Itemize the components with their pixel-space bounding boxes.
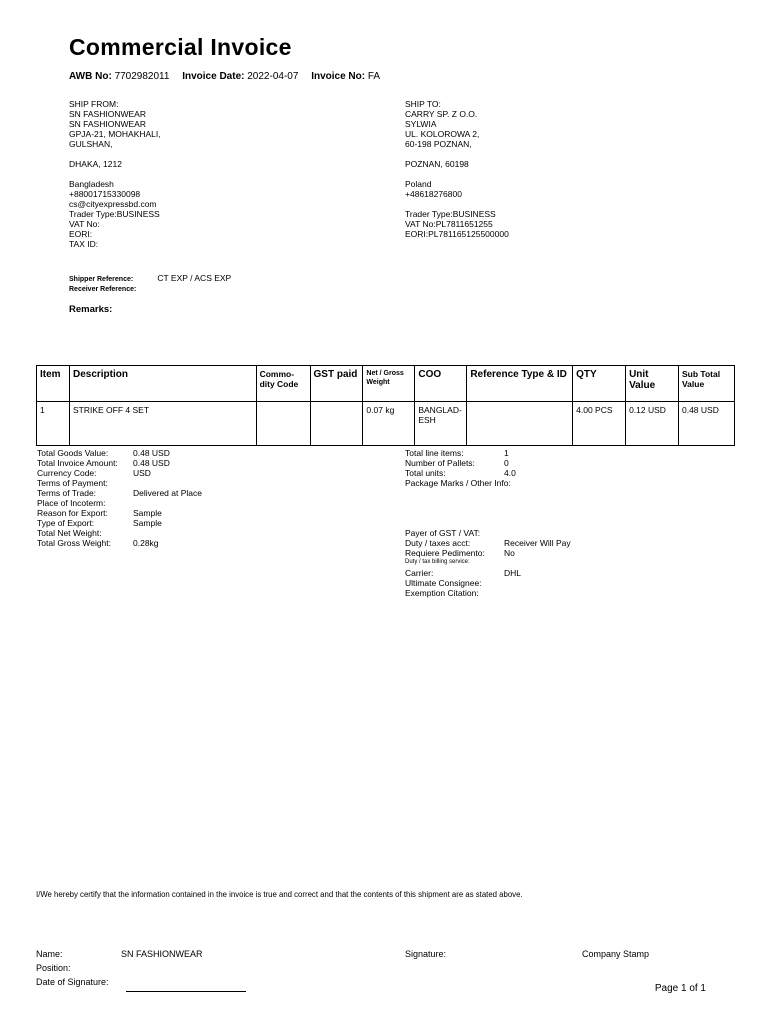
ship-to-line: Trader Type:BUSINESS bbox=[405, 209, 496, 219]
ship-from-line: EORI: bbox=[69, 229, 93, 239]
receiver-reference-label: Receiver Reference: bbox=[69, 286, 137, 293]
totals-key: Duty / tax billing service: bbox=[405, 559, 470, 565]
totals-row bbox=[37, 468, 202, 478]
ship-to-line bbox=[405, 199, 509, 209]
totals-row bbox=[405, 478, 516, 488]
company-stamp-label: Company Stamp bbox=[582, 949, 650, 959]
column-header: Commo-dity Code bbox=[256, 366, 310, 402]
ship-to-line: EORI:PL781165125500000 bbox=[405, 229, 509, 239]
ship-from-line: VAT No: bbox=[69, 219, 100, 229]
totals-row bbox=[37, 538, 202, 548]
ship-from-line: +88001715330098 bbox=[69, 189, 141, 199]
totals-row bbox=[37, 518, 202, 528]
ship-to-line: VAT No:PL7811651255 bbox=[405, 219, 493, 229]
ship-from-line: cs@cityexpressbd.com bbox=[69, 199, 157, 209]
column-header: Description bbox=[69, 366, 256, 402]
ship-from-line: GULSHAN, bbox=[69, 139, 113, 149]
totals-row bbox=[37, 458, 202, 468]
totals-row bbox=[37, 448, 202, 458]
table-cell bbox=[256, 402, 310, 446]
awb-value: 7702982011 bbox=[114, 71, 170, 82]
totals-row bbox=[405, 548, 571, 558]
totals-row bbox=[405, 568, 571, 578]
table-cell: 4.00 PCS bbox=[573, 402, 626, 446]
table-cell bbox=[467, 402, 573, 446]
table-cell bbox=[310, 402, 363, 446]
ship-from-line: DHAKA, 1212 bbox=[69, 159, 122, 169]
totals-value: DHL bbox=[504, 568, 522, 578]
totals-row bbox=[37, 478, 202, 488]
totals-row bbox=[37, 498, 202, 508]
totals-key: Terms of Trade: bbox=[37, 488, 97, 498]
totals-key: Total Net Weight: bbox=[37, 528, 102, 538]
signature-label: Signature: bbox=[405, 949, 447, 959]
totals-row bbox=[405, 528, 571, 538]
totals-row bbox=[405, 578, 571, 588]
totals-key: Requiere Pedimento: bbox=[405, 548, 485, 558]
totals-value: 0.28kg bbox=[133, 538, 159, 548]
invoice-title: Commercial Invoice bbox=[69, 34, 292, 60]
totals-key: Type of Export: bbox=[37, 518, 95, 528]
totals-row bbox=[405, 588, 571, 598]
awb-label: AWB No: bbox=[69, 71, 112, 82]
totals-value: Delivered at Place bbox=[133, 488, 202, 498]
totals-key: Total Goods Value: bbox=[37, 448, 109, 458]
line-items-table bbox=[36, 365, 735, 446]
invoice-no-value: FA bbox=[367, 71, 381, 82]
totals-key: Exemption Citation: bbox=[405, 588, 479, 598]
totals-key: Total Invoice Amount: bbox=[37, 458, 118, 468]
totals-key: Terms of Payment: bbox=[37, 478, 108, 488]
ship-to-line: +48618276800 bbox=[405, 189, 462, 199]
ship-from-line bbox=[69, 169, 161, 179]
totals-key: Payer of GST / VAT: bbox=[405, 528, 481, 538]
name-label: Name: bbox=[36, 949, 63, 959]
totals-key: Total line items: bbox=[405, 448, 464, 458]
ship-from-line bbox=[69, 149, 161, 159]
invoice-date-value: 2022-04-07 bbox=[247, 71, 299, 82]
column-header: QTY bbox=[573, 366, 626, 402]
date-of-signature-line bbox=[126, 991, 246, 992]
column-header: COO bbox=[415, 366, 467, 402]
page-number: Page 1 of 1 bbox=[654, 983, 706, 994]
totals-value: Sample bbox=[133, 508, 162, 518]
ship-from-line: Trader Type:BUSINESS bbox=[69, 209, 160, 219]
ship-from-line: TAX ID: bbox=[69, 239, 99, 249]
shipper-reference-label: Shipper Reference: bbox=[69, 276, 134, 283]
totals-value: 0.48 USD bbox=[133, 458, 170, 468]
ship-to-line bbox=[405, 169, 509, 179]
totals-row bbox=[405, 448, 516, 458]
totals-row bbox=[405, 458, 516, 468]
totals-key: Total Gross Weight: bbox=[37, 538, 112, 548]
shipper-reference-row bbox=[69, 273, 231, 283]
table-row bbox=[37, 402, 735, 446]
ship-from-line: GPJA-21, MOHAKHALI, bbox=[69, 129, 161, 139]
totals-row bbox=[37, 488, 202, 498]
column-header: Unit Value bbox=[626, 366, 679, 402]
name-value: SN FASHIONWEAR bbox=[121, 949, 203, 959]
position-label: Position: bbox=[36, 963, 71, 973]
totals-value: No bbox=[504, 548, 515, 558]
column-header: Item bbox=[37, 366, 70, 402]
column-header: GST paid bbox=[310, 366, 363, 402]
column-header: Net / Gross Weight bbox=[363, 366, 415, 402]
ship-from-line: SN FASHIONWEAR bbox=[69, 119, 146, 129]
totals-value: 1 bbox=[504, 448, 509, 458]
totals-key: Duty / taxes acct: bbox=[405, 538, 471, 548]
totals-value: USD bbox=[133, 468, 151, 478]
ship-to-line: CARRY SP. Z O.O. bbox=[405, 109, 478, 119]
totals-value: 0 bbox=[504, 458, 509, 468]
totals-key: Package Marks / Other Info: bbox=[405, 478, 511, 488]
totals-value: Receiver Will Pay bbox=[504, 538, 571, 548]
table-header-row bbox=[37, 366, 735, 402]
totals-row bbox=[37, 508, 202, 518]
certification-statement: I/We hereby certify that the information contained in the invoice is true and correct and that the contents of this shipment are as stated above. bbox=[36, 890, 523, 899]
receiver-reference-row bbox=[69, 283, 155, 293]
table-cell: 1 bbox=[37, 402, 70, 446]
shipper-reference-value: CT EXP / ACS EXP bbox=[157, 273, 232, 283]
ship-to-line: SYLWIA bbox=[405, 119, 437, 129]
table-cell: STRIKE OFF 4 SET bbox=[69, 402, 256, 446]
invoice-no-label: Invoice No: bbox=[311, 71, 366, 82]
remarks-label: Remarks: bbox=[69, 304, 113, 315]
ship-to-block bbox=[405, 99, 509, 239]
totals-key: Ultimate Consignee: bbox=[405, 578, 482, 588]
table-cell: 0.07 kg bbox=[363, 402, 415, 446]
ship-to-line: POZNAN, 60198 bbox=[405, 159, 469, 169]
invoice-date-label: Invoice Date: bbox=[182, 71, 245, 82]
date-of-signature-label: Date of Signature: bbox=[36, 977, 109, 987]
totals-row bbox=[405, 468, 516, 478]
invoice-meta bbox=[69, 71, 380, 82]
ship-to-line bbox=[405, 149, 509, 159]
totals-right-bottom bbox=[405, 528, 571, 598]
totals-key: Carrier: bbox=[405, 568, 434, 578]
ship-to-line: Poland bbox=[405, 179, 432, 189]
ship-to-line: 60-198 POZNAN, bbox=[405, 139, 472, 149]
totals-row bbox=[405, 558, 571, 566]
totals-key: Place of Incoterm: bbox=[37, 498, 106, 508]
totals-value: 0.48 USD bbox=[133, 448, 170, 458]
totals-key: Currency Code: bbox=[37, 468, 97, 478]
totals-key: Number of Pallets: bbox=[405, 458, 475, 468]
ship-from-line: Bangladesh bbox=[69, 179, 114, 189]
ship-to-line: UL. KOLOROWA 2, bbox=[405, 129, 480, 139]
table-cell: 0.48 USD bbox=[678, 402, 734, 446]
ship-from-block bbox=[69, 99, 161, 249]
totals-left bbox=[37, 448, 202, 548]
ship-from-line: SN FASHIONWEAR bbox=[69, 109, 146, 119]
totals-right-top bbox=[405, 448, 516, 488]
totals-key: Total units: bbox=[405, 468, 446, 478]
ship-from-heading: SHIP FROM: bbox=[69, 99, 119, 109]
ship-to-heading: SHIP TO: bbox=[405, 99, 441, 109]
column-header: Reference Type & ID bbox=[467, 366, 573, 402]
totals-key: Reason for Export: bbox=[37, 508, 108, 518]
totals-value: 4.0 bbox=[504, 468, 516, 478]
table-cell: BANGLAD-ESH bbox=[415, 402, 467, 446]
table-cell: 0.12 USD bbox=[626, 402, 679, 446]
totals-value: Sample bbox=[133, 518, 162, 528]
totals-row bbox=[405, 538, 571, 548]
totals-row bbox=[37, 528, 202, 538]
column-header: Sub Total Value bbox=[678, 366, 734, 402]
